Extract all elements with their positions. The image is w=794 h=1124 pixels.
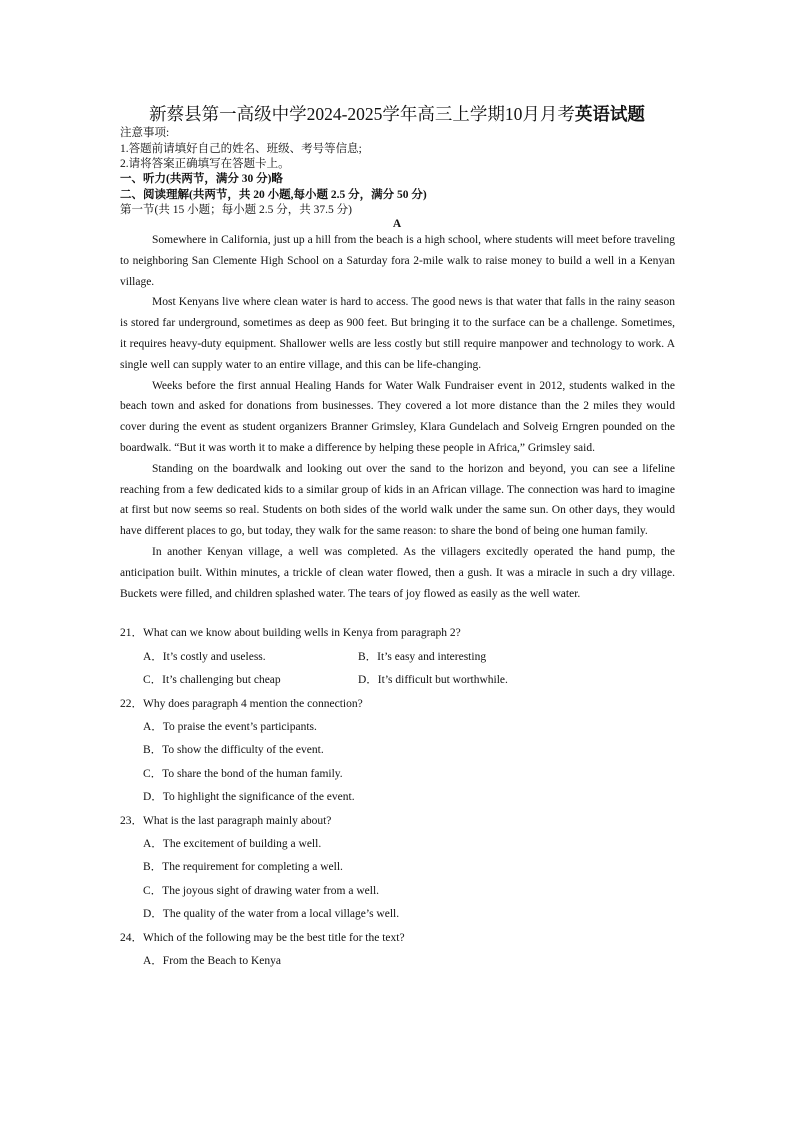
question-22-option-a: A．To praise the event’s participants.: [143, 721, 317, 733]
paragraph-5: In another Kenyan village, a well was completed. As the villagers excitedly operated the hand pump, the anticipation built. Within minutes, a trickle of clean water flowed, then a gush. It was a miracle in such a dry village. Buckets were filled, and children splashed water. The tears of joy flowed as easily as the well water.: [120, 545, 675, 600]
paragraph-2: Most Kenyans live where clean water is hard to access. The good news is that water that falls in the rainy season is stored far underground, sometimes as deep as 900 feet. But bringing it to the surface can be a challenge. Sometimes, it requires heavy-duty equipment. Shallower wells are less costly but still require manpower and technology to work. A single well can supply water to an entire village, and this can be life-changing.: [120, 296, 675, 371]
title-bold: 英语试题: [574, 104, 645, 124]
notice-item-2: 2.请将答案正确填写在答题卡上。: [120, 158, 290, 170]
question-24-stem: 24．Which of the following may be the best title for the text?: [120, 932, 405, 944]
question-22-option-b: B．To show the difficulty of the event.: [143, 744, 324, 756]
question-22-stem: 22．Why does paragraph 4 mention the connection?: [120, 698, 363, 710]
question-23-option-c: C．The joyous sight of drawing water from a well.: [143, 885, 380, 897]
notice-item-1: 1.答题前请填好自己的姓名、班级、考号等信息;: [120, 143, 362, 155]
passage-a: [120, 230, 675, 604]
question-21-option-b: B．It’s easy and interesting: [358, 651, 487, 663]
question-21-option-a: A．It’s costly and useless.: [143, 651, 266, 663]
question-21-option-d: D．It’s difficult but worthwhile.: [358, 674, 508, 686]
question-23-stem: 23．What is the last paragraph mainly about?: [120, 815, 332, 827]
paragraph-4: Standing on the boardwalk and looking out over the sand to the horizon and beyond, you can see a lifeline reaching from a few dedicated kids to a similar group of kids in an African village. The connection was hard to imagine at first but now seems so real. Students on both sides of the world walk under the same sun. On other days, they would have different places to go, but today, they walk for the same reason: to share the bond of being one human family.: [120, 462, 675, 538]
question-23-option-a: A．The excitement of building a well.: [143, 838, 322, 850]
question-24-option-a: A．From the Beach to Kenya: [143, 955, 281, 967]
question-21-stem: 21．What can we know about building wells in Kenya from paragraph 2?: [120, 627, 461, 639]
question-23-option-b: B．The requirement for completing a well.: [143, 861, 343, 873]
page-title: [0, 102, 794, 126]
paragraph-3: Weeks before the first annual Healing Hands for Water Walk Fundraiser event in 2012, students walked in the beach town and asked for donations from businesses. They covered a lot more distance than the 2 miles they would cover during the event as student organizers Branner Grimsley, Klara Gundelach and Solveig Erngren pounded on the boardwalk. “But it was worth it to make a difference by helping these people in Africa,” Grimsley said.: [120, 379, 675, 454]
section-reading: 二、阅读理解(共两节，共 20 小题,每小题 2.5 分，满分 50 分): [120, 189, 427, 201]
passage-letter: A: [392, 218, 402, 230]
title-plain: 新蔡县第一高级中学2024-2025学年高三上学期10月月考: [149, 104, 575, 124]
question-23-option-d: D．The quality of the water from a local village’s well.: [143, 908, 400, 920]
question-22-option-d: D．To highlight the significance of the event.: [143, 791, 355, 803]
notice-title: 注意事项:: [120, 127, 170, 139]
section-listening: 一、听力(共两节，满分 30 分)略: [120, 173, 283, 185]
paragraph-1: Somewhere in California, just up a hill from the beach is a high school, where students will meet before traveling to neighboring San Clemente High School on a Saturday fora 2-mile walk to raise money to build a well in a Kenyan village.: [120, 234, 675, 288]
part-one-heading: 第一节(共 15 小题；每小题 2.5 分，共 37.5 分): [120, 204, 352, 216]
question-21-option-c: C．It’s challenging but cheap: [143, 674, 281, 686]
question-22-option-c: C．To share the bond of the human family.: [143, 768, 343, 780]
